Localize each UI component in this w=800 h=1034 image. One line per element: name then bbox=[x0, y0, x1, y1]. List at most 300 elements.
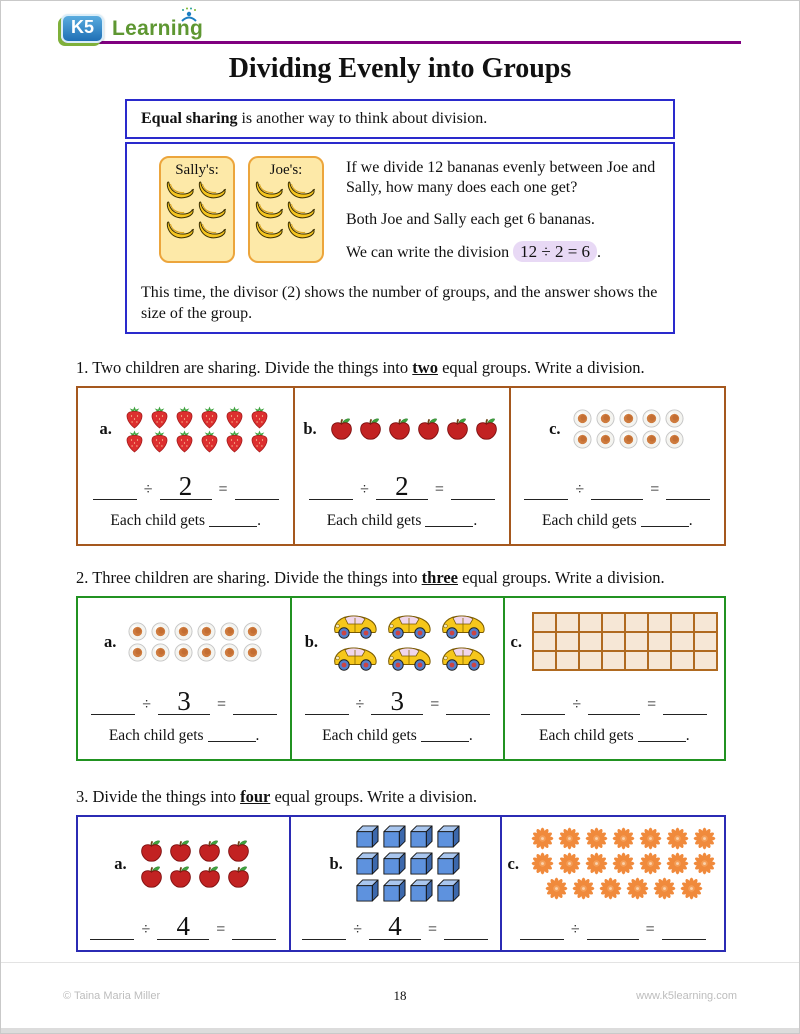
ball-icon bbox=[128, 643, 147, 662]
divide-sign: ÷ bbox=[572, 696, 582, 714]
answer-blank[interactable] bbox=[208, 728, 256, 742]
flower-icon bbox=[531, 827, 554, 850]
flower-icon bbox=[639, 827, 662, 850]
divisor-note-text: This time, the divisor (2) shows the number of groups, and the answer shows the size of the group. bbox=[141, 283, 658, 322]
cube-icon bbox=[408, 877, 433, 904]
grid-square bbox=[603, 614, 624, 631]
each-child-text: Each child gets bbox=[326, 512, 422, 530]
icon-row bbox=[529, 826, 718, 851]
apple-icon bbox=[444, 416, 471, 442]
ball-icon bbox=[619, 430, 638, 449]
logo-person-icon bbox=[179, 7, 199, 28]
divisor-value: 2 bbox=[395, 471, 409, 502]
division-prefix-text: We can write the division bbox=[346, 244, 514, 262]
cell-label: b. bbox=[304, 631, 319, 651]
cell-label: c. bbox=[510, 631, 522, 651]
question-2-box bbox=[76, 596, 726, 761]
question-3-cell-b bbox=[289, 817, 500, 950]
quotient-blank[interactable] bbox=[444, 914, 488, 940]
example-answer-text: Both Joe and Sally each get 6 bananas. bbox=[346, 210, 595, 228]
each-child-line bbox=[517, 512, 718, 530]
each-child-suffix: . bbox=[468, 727, 473, 745]
answer-blank[interactable] bbox=[209, 513, 257, 527]
banana-icon bbox=[197, 200, 228, 220]
cell-content bbox=[517, 394, 718, 464]
equals-sign: = bbox=[647, 696, 657, 714]
grid-square bbox=[603, 633, 624, 650]
equals-sign: = bbox=[217, 696, 227, 714]
ball-icon bbox=[573, 409, 592, 428]
each-child-line bbox=[84, 512, 287, 530]
ball-icon bbox=[665, 409, 684, 428]
icon-row bbox=[137, 864, 253, 890]
highlighted-equation: 12 ÷ 2 = 6 bbox=[513, 241, 597, 262]
flower-icon bbox=[612, 827, 635, 850]
strawberry-icon bbox=[148, 429, 171, 453]
apple-icon bbox=[473, 416, 500, 442]
answer-blank[interactable] bbox=[425, 513, 473, 527]
divisor-blank[interactable] bbox=[588, 689, 640, 715]
info-example-box bbox=[125, 142, 675, 334]
equals-sign: = bbox=[430, 696, 440, 714]
flower-icon bbox=[585, 827, 608, 850]
page-title: Dividing Evenly into Groups bbox=[228, 53, 572, 84]
cell-content bbox=[84, 394, 287, 464]
divisor-blank[interactable] bbox=[587, 914, 639, 940]
grid-square bbox=[580, 633, 601, 650]
each-child-line bbox=[298, 727, 496, 745]
flower-icon bbox=[666, 827, 689, 850]
card-label: Joe's: bbox=[269, 162, 303, 178]
sallys-card bbox=[159, 156, 235, 263]
banana-icon bbox=[254, 200, 285, 220]
banana-icon bbox=[254, 180, 285, 200]
question-2-text: 2. Three children are sharing. Divide the things into three equal groups. Write a division. bbox=[76, 568, 665, 588]
each-child-text: Each child gets bbox=[538, 727, 634, 745]
each-child-text: Each child gets bbox=[110, 512, 206, 530]
cube-icon bbox=[408, 850, 433, 877]
copyright-text: © Taina Maria Miller bbox=[63, 989, 161, 1002]
question-3 bbox=[76, 787, 726, 952]
icon-row bbox=[328, 642, 490, 674]
apple-icon bbox=[167, 864, 194, 890]
example-text-column bbox=[324, 156, 659, 275]
quotient-blank[interactable] bbox=[235, 474, 279, 500]
question-2-cell-a bbox=[78, 598, 290, 759]
question-keyword: three bbox=[421, 568, 458, 588]
car-icon bbox=[385, 643, 433, 673]
flower-icon bbox=[558, 852, 581, 875]
flower-icon bbox=[599, 877, 622, 900]
question-1-text: 1. Two children are sharing. Divide the things into two equal groups. Write a division. bbox=[76, 358, 645, 378]
grid-square bbox=[672, 652, 693, 669]
cube-icon bbox=[354, 823, 379, 850]
flower-icon bbox=[545, 877, 568, 900]
banana-icon bbox=[254, 220, 285, 240]
banana-icon bbox=[197, 180, 228, 200]
question-1-cell-a bbox=[78, 388, 293, 544]
cube-icon bbox=[435, 823, 460, 850]
flower-icon bbox=[612, 852, 635, 875]
divide-sign: ÷ bbox=[141, 921, 151, 939]
grid-square bbox=[557, 633, 578, 650]
question-keyword: four bbox=[240, 787, 271, 807]
icon-group bbox=[137, 838, 253, 890]
division-line bbox=[84, 681, 284, 715]
each-child-line bbox=[301, 512, 502, 530]
squares-grid bbox=[532, 612, 718, 671]
info-box bbox=[125, 99, 675, 334]
intro-bold-text: Equal sharing bbox=[141, 110, 238, 127]
example-question-text: If we divide 12 bananas evenly between Joe and Sally, how many does each one get? bbox=[346, 159, 656, 197]
apple-icon bbox=[357, 416, 384, 442]
strawberry-icon bbox=[223, 405, 246, 429]
car-icon bbox=[439, 643, 487, 673]
question-3-cell-a bbox=[78, 817, 289, 950]
ball-icon bbox=[174, 622, 193, 641]
icon-row bbox=[126, 621, 264, 642]
quotient-blank[interactable] bbox=[662, 914, 706, 940]
division-line bbox=[508, 906, 718, 940]
grid-square bbox=[626, 614, 647, 631]
each-child-suffix: . bbox=[688, 512, 693, 530]
divisor-blank[interactable] bbox=[157, 911, 209, 942]
equals-sign: = bbox=[645, 921, 655, 939]
grid-square bbox=[534, 633, 555, 650]
strawberry-icon bbox=[198, 429, 221, 453]
logo-learning-text: Learning bbox=[112, 16, 204, 40]
division-suffix-text: . bbox=[597, 244, 602, 262]
division-line bbox=[517, 466, 718, 500]
question-1 bbox=[76, 358, 726, 546]
cell-content bbox=[297, 823, 494, 904]
apple-icon bbox=[138, 838, 165, 864]
dividend-blank[interactable] bbox=[93, 474, 137, 500]
ball-icon bbox=[243, 622, 262, 641]
each-child-suffix: . bbox=[473, 512, 478, 530]
ball-icon bbox=[642, 430, 661, 449]
questions-area bbox=[76, 358, 726, 952]
divisor-blank[interactable] bbox=[376, 471, 428, 502]
ball-icon bbox=[197, 622, 216, 641]
grid-square bbox=[672, 633, 693, 650]
cell-content bbox=[301, 394, 502, 464]
apple-icon bbox=[196, 838, 223, 864]
dividend-blank[interactable] bbox=[521, 689, 565, 715]
flower-icon bbox=[626, 877, 649, 900]
car-icon bbox=[331, 643, 379, 673]
cell-content bbox=[84, 823, 283, 904]
dividend-blank[interactable] bbox=[90, 914, 134, 940]
question-1-cell-c bbox=[509, 388, 724, 544]
division-line bbox=[84, 466, 287, 500]
ball-icon bbox=[128, 622, 147, 641]
apple-icon bbox=[225, 864, 252, 890]
banana-group bbox=[253, 180, 319, 240]
cube-icon bbox=[435, 850, 460, 877]
grid-square bbox=[649, 614, 670, 631]
cell-content bbox=[508, 823, 718, 904]
dividend-blank[interactable] bbox=[302, 914, 346, 940]
flower-icon bbox=[531, 852, 554, 875]
grid-square bbox=[580, 614, 601, 631]
ball-icon bbox=[596, 409, 615, 428]
divide-sign: ÷ bbox=[142, 696, 151, 714]
banana-icon bbox=[165, 200, 196, 220]
divide-sign: ÷ bbox=[143, 481, 153, 499]
icon-row bbox=[571, 429, 686, 450]
apple-icon bbox=[167, 838, 194, 864]
ball-icon bbox=[197, 643, 216, 662]
divide-sign: ÷ bbox=[570, 921, 580, 939]
icon-row bbox=[122, 429, 272, 453]
flower-icon bbox=[572, 877, 595, 900]
question-3-box bbox=[76, 815, 726, 952]
question-1-cell-b bbox=[293, 388, 508, 544]
grid-square bbox=[557, 652, 578, 669]
banana-icon bbox=[197, 220, 228, 240]
question-2-cell-b bbox=[290, 598, 502, 759]
strawberry-icon bbox=[123, 429, 146, 453]
quotient-blank[interactable] bbox=[233, 689, 277, 715]
cell-label: a. bbox=[99, 419, 112, 439]
grid-square bbox=[534, 652, 555, 669]
strawberry-icon bbox=[198, 405, 221, 429]
cell-content bbox=[298, 604, 496, 679]
each-child-text: Each child gets bbox=[322, 727, 417, 745]
grid-square bbox=[695, 614, 716, 631]
each-child-text: Each child gets bbox=[542, 512, 637, 530]
strawberry-icon bbox=[248, 405, 271, 429]
grid-square bbox=[672, 614, 693, 631]
icon-row bbox=[543, 876, 705, 901]
icon-row bbox=[137, 838, 253, 864]
ball-icon bbox=[174, 643, 193, 662]
icon-group bbox=[529, 826, 718, 901]
grid-square bbox=[580, 652, 601, 669]
question-keyword: two bbox=[412, 358, 438, 378]
ball-icon bbox=[573, 430, 592, 449]
question-2-cell-c bbox=[503, 598, 724, 759]
cube-icon bbox=[381, 877, 406, 904]
cell-label: c. bbox=[549, 419, 561, 439]
divisor-value: 4 bbox=[176, 911, 190, 942]
cell-content bbox=[84, 604, 284, 679]
dividend-blank[interactable] bbox=[520, 914, 564, 940]
icon-row bbox=[328, 610, 490, 642]
grid-square bbox=[557, 614, 578, 631]
ball-icon bbox=[151, 622, 170, 641]
ball-icon bbox=[243, 643, 262, 662]
icon-group bbox=[327, 416, 501, 442]
strawberry-icon bbox=[148, 405, 171, 429]
each-child-suffix: . bbox=[257, 512, 261, 530]
divisor-value: 4 bbox=[388, 911, 402, 942]
cube-icon bbox=[381, 850, 406, 877]
dividend-blank[interactable] bbox=[524, 474, 568, 500]
icon-row bbox=[571, 408, 686, 429]
icon-row bbox=[126, 642, 264, 663]
car-icon bbox=[385, 611, 433, 641]
flower-icon bbox=[558, 827, 581, 850]
flower-icon bbox=[680, 877, 703, 900]
cell-label: a. bbox=[114, 853, 127, 873]
divisor-blank[interactable] bbox=[158, 686, 210, 717]
info-intro-box bbox=[125, 99, 675, 139]
each-child-suffix: . bbox=[685, 727, 690, 745]
dividend-blank[interactable] bbox=[309, 474, 353, 500]
divide-sign: ÷ bbox=[575, 481, 585, 499]
divisor-blank[interactable] bbox=[369, 911, 421, 942]
banana-icon bbox=[286, 220, 317, 240]
divide-sign: ÷ bbox=[360, 481, 369, 499]
banana-group bbox=[164, 180, 230, 240]
question-3-text: 3. Divide the things into four equal groups. Write a division. bbox=[76, 787, 477, 807]
each-child-text: Each child gets bbox=[108, 727, 204, 745]
quotient-blank[interactable] bbox=[446, 689, 490, 715]
car-icon bbox=[439, 611, 487, 641]
flower-icon bbox=[639, 852, 662, 875]
grid-square bbox=[695, 652, 716, 669]
banana-icon bbox=[286, 180, 317, 200]
icon-group bbox=[328, 610, 490, 674]
division-line bbox=[301, 466, 502, 500]
grid-square bbox=[626, 652, 647, 669]
ball-icon bbox=[619, 409, 638, 428]
apple-icon bbox=[225, 838, 252, 864]
equals-sign: = bbox=[428, 921, 438, 939]
division-line bbox=[84, 906, 283, 940]
equals-sign: = bbox=[218, 481, 228, 499]
joes-card bbox=[248, 156, 324, 263]
flower-icon bbox=[653, 877, 676, 900]
icon-row bbox=[353, 850, 461, 877]
flower-icon bbox=[666, 852, 689, 875]
grid-square bbox=[603, 652, 624, 669]
icon-row bbox=[327, 416, 501, 442]
division-line bbox=[511, 681, 718, 715]
icon-row bbox=[353, 877, 461, 904]
question-3-cell-c bbox=[500, 817, 724, 950]
footer bbox=[1, 962, 799, 1028]
cell-label: b. bbox=[303, 419, 317, 439]
ball-icon bbox=[665, 430, 684, 449]
icon-row bbox=[529, 851, 718, 876]
icon-row bbox=[353, 823, 461, 850]
divisor-value: 3 bbox=[390, 686, 405, 717]
flower-icon bbox=[693, 827, 716, 850]
cell-label: b. bbox=[329, 853, 343, 873]
ball-icon bbox=[220, 643, 239, 662]
website-link[interactable]: www.k5learning.com bbox=[636, 989, 738, 1002]
divisor-blank[interactable] bbox=[591, 474, 643, 500]
apple-icon bbox=[196, 864, 223, 890]
grid-square bbox=[626, 633, 647, 650]
answer-blank[interactable] bbox=[638, 728, 686, 742]
apple-icon bbox=[328, 416, 355, 442]
each-child-line bbox=[84, 727, 284, 745]
divisor-value: 3 bbox=[177, 686, 191, 717]
page-number: 18 bbox=[393, 987, 407, 1003]
banana-cards bbox=[141, 156, 324, 275]
flower-icon bbox=[585, 852, 608, 875]
card-label: Sally's: bbox=[175, 162, 219, 178]
each-child-line bbox=[511, 727, 718, 745]
quotient-blank[interactable] bbox=[451, 474, 495, 500]
car-icon bbox=[331, 611, 379, 641]
cube-icon bbox=[354, 850, 379, 877]
equals-sign: = bbox=[434, 481, 444, 499]
quotient-blank[interactable] bbox=[663, 689, 707, 715]
strawberry-icon bbox=[173, 429, 196, 453]
quotient-blank[interactable] bbox=[666, 474, 710, 500]
banana-icon bbox=[165, 220, 196, 240]
banana-icon bbox=[286, 200, 317, 220]
strawberry-icon bbox=[223, 429, 246, 453]
grid-square bbox=[649, 652, 670, 669]
divisor-blank[interactable] bbox=[371, 686, 423, 717]
dividend-blank[interactable] bbox=[305, 689, 349, 715]
divide-sign: ÷ bbox=[355, 696, 365, 714]
cell-label: a. bbox=[103, 631, 117, 651]
apple-icon bbox=[138, 864, 165, 890]
k5-logo-badge: K5 bbox=[61, 14, 104, 43]
info-intro-text bbox=[141, 110, 659, 128]
icon-group bbox=[353, 823, 461, 904]
cell-content bbox=[511, 604, 718, 679]
divisor-blank[interactable] bbox=[160, 471, 212, 502]
icon-row bbox=[122, 405, 272, 429]
grid-square bbox=[534, 614, 555, 631]
equals-sign: = bbox=[650, 481, 660, 499]
ball-icon bbox=[151, 643, 170, 662]
dividend-blank[interactable] bbox=[91, 689, 135, 715]
quotient-blank[interactable] bbox=[232, 914, 276, 940]
strawberry-icon bbox=[123, 405, 146, 429]
question-2 bbox=[76, 568, 726, 761]
cube-icon bbox=[435, 877, 460, 904]
cube-icon bbox=[354, 877, 379, 904]
flower-icon bbox=[693, 852, 716, 875]
icon-group bbox=[122, 405, 272, 453]
intro-rest-text: is another way to think about division. bbox=[237, 110, 488, 127]
division-line bbox=[297, 906, 494, 940]
cube-icon bbox=[381, 823, 406, 850]
answer-blank[interactable] bbox=[641, 513, 689, 527]
ball-icon bbox=[642, 409, 661, 428]
example-division-text bbox=[346, 241, 659, 263]
apple-icon bbox=[386, 416, 413, 442]
each-child-suffix: . bbox=[255, 727, 260, 745]
divisor-value: 2 bbox=[178, 471, 193, 502]
divide-sign: ÷ bbox=[353, 921, 363, 939]
ball-icon bbox=[220, 622, 239, 641]
cube-icon bbox=[408, 823, 433, 850]
header bbox=[1, 1, 799, 40]
ball-icon bbox=[596, 430, 615, 449]
question-1-box bbox=[76, 386, 726, 546]
strawberry-icon bbox=[248, 429, 271, 453]
strawberry-icon bbox=[173, 405, 196, 429]
equals-sign: = bbox=[216, 921, 226, 939]
grid-square bbox=[695, 633, 716, 650]
answer-blank[interactable] bbox=[421, 728, 469, 742]
apple-icon bbox=[415, 416, 442, 442]
cell-label: c. bbox=[507, 853, 519, 873]
banana-icon bbox=[165, 180, 196, 200]
grid-square bbox=[649, 633, 670, 650]
icon-group bbox=[571, 408, 686, 450]
